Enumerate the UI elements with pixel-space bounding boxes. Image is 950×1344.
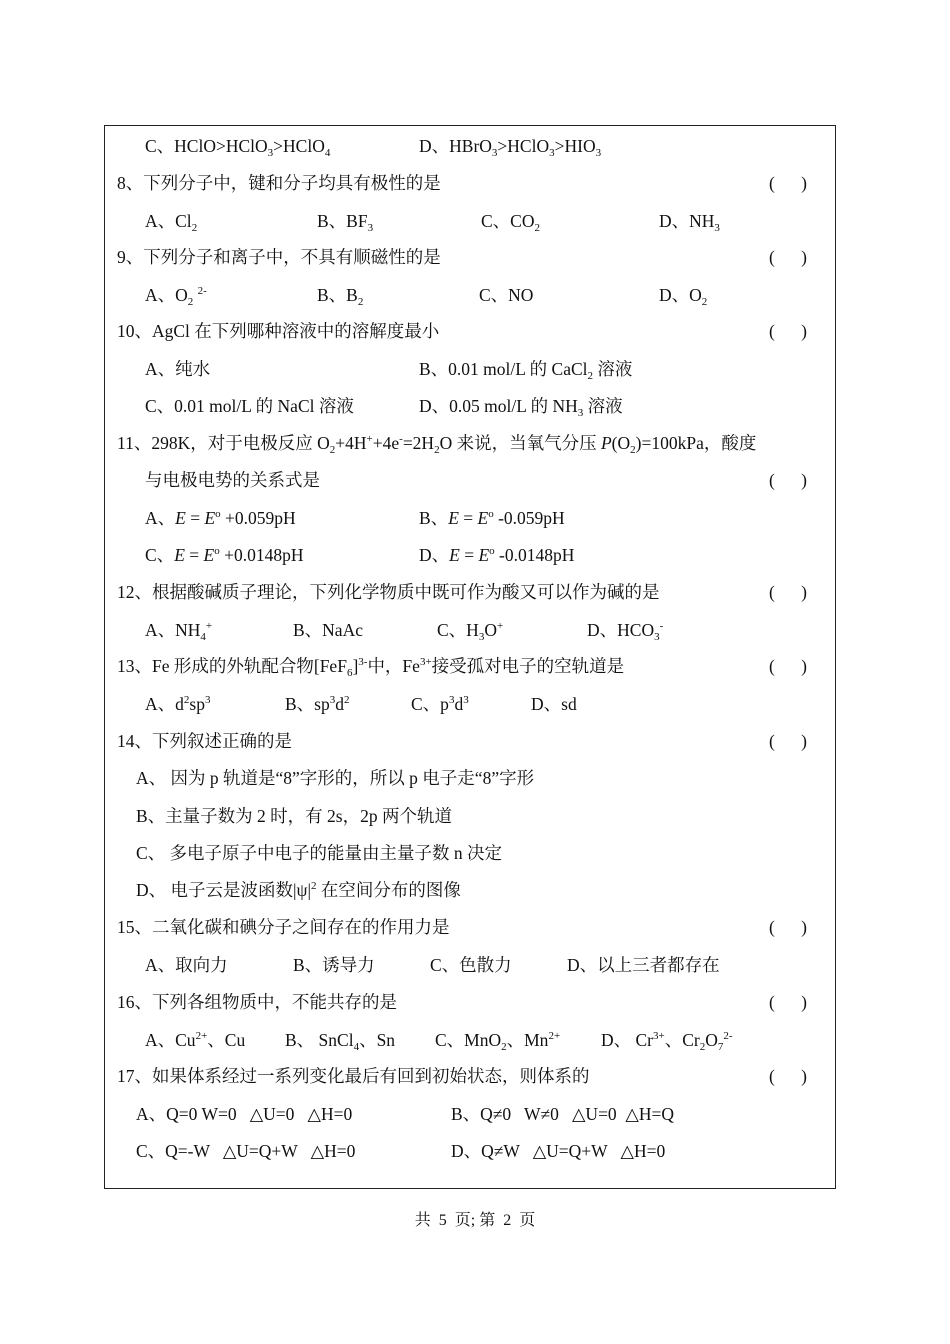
q15-option-c: C、色散力 [430,955,512,975]
q9-option-b: B、$B_2$ [317,285,364,308]
q13-option-b: B、$sp^3d^2$ [285,694,350,714]
q11-option-d: D、$E = E^o$ -0.0148pH [419,545,575,565]
answer-blank: ( ) [769,247,807,267]
q15-option-a: A、取向力 [145,955,228,975]
q17-option-b: B、Q≠0 W≠0 △U=0 △H=Q [451,1104,675,1124]
answer-blank: ( ) [769,173,807,193]
q10-option-b: B、0.01 mol/L 的 CaCl$_2$ 溶液 [419,359,633,382]
q15-option-d: D、以上三者都存在 [567,955,720,975]
answer-blank: ( ) [769,992,807,1012]
q10-option-a: A、纯水 [145,359,211,379]
q17-option-c: C、Q=-W △U=Q+W △H=0 [136,1141,356,1161]
answer-blank: ( ) [769,470,807,490]
q16-option-b: B、 SnCl$_4$、Sn [285,1030,396,1053]
q10-option-d: D、0.05 mol/L 的 $NH_3$ 溶液 [419,396,623,419]
q13-option-d: D、sd [531,694,577,714]
q15-option-b: B、诱导力 [293,955,375,975]
q13-option-a: A、$d^2sp^3$ [145,694,211,714]
q9-option-a: A、$O_2$ $^{2-}$ [145,285,207,308]
q7-option-d: D、$HBrO_3>HClO_3>HIO_3$ [419,136,602,159]
q10-option-c: C、0.01 mol/L 的 NaCl 溶液 [145,396,354,416]
answer-blank: ( ) [769,1066,807,1086]
q13-option-c: C、$p^3d^3$ [411,694,469,714]
q16-option-a: A、$Cu^{2+}$、Cu [145,1030,246,1050]
q12-option-d: D、$HCO_3^-$ [587,620,664,643]
answer-blank: ( ) [769,731,807,751]
page-footer: 共 5 页; 第 2 页 [414,1212,536,1229]
answer-blank: ( ) [769,917,807,937]
q9-option-c: C、NO [479,285,534,305]
q8-option-c: C、$CO_2$ [481,211,540,234]
q11-option-a: A、$E = E^o +0.059pH$ [145,508,296,528]
q9-option-d: D、$O_2$ [659,285,708,308]
q16-option-d: D、 $Cr^{3+}$、$Cr_2O_7^{2-}$ [601,1030,733,1053]
q8-option-b: B、$BF_3$ [317,211,374,234]
q8-option-a: A、$Cl_2$ [145,211,198,234]
q8-option-d: D、$NH_3$ [659,211,720,234]
q12-option-a: A、$NH_4^+$ [145,620,213,643]
q16-option-c: C、MnO$_2$、$Mn^{2+}$ [435,1030,561,1053]
q7-option-c: C、HClO>HClO$_3$>HClO$_4$ [145,136,331,159]
q17-option-a: A、Q=0 W=0 △U=0 △H=0 [136,1104,353,1124]
question-frame: C、HClO>HClO$_3$>HClO$_4$ D、$HBrO_3>HClO_3>HIO_3$ 8、下列分子中，键和分子均具有极性的是 ( ) A、$Cl_2$ B、$BF_3$ C、$CO_2$ D、$NH_3$ 9、下列分子和离子中，不具有顺磁性的是 ( ) A、$O_2$ $^{2-}$ B、$B_2$ C、NO D、$O_2$ 10、AgCl 在下列哪种溶液中的溶解度最小 ( ) A、纯水 B、0.01 mol/L 的 CaCl$_2$ 溶液 C、0.01 mol/L 的 NaCl 溶液 D、0.05 mol/L 的 $NH_3$ 溶液 11、298K，对于电极反应 $O_2+4H^++4e^-=2H_2O$ 来说，当氧气分压 $P(O_2)=100kPa$，酸度 与电极电势的关系式是 ( ) A、$E = E^o +0.059pH$ B、$E = E^o$ -0.059pH C、$E = E^o +0.0148pH$ D、$E = E^o$ -0.0148pH 12、根据酸碱质子理论，下列化学物质中既可作为酸又可以作为碱的是 ( ) A、$NH_4^+$ B、NaAc C、$H_3O^+$ D、$HCO_3^-$ 13、Fe 形成的外轨配合物$[FeF_6]^{3-}$中，$Fe^{3+}$接受孤对电子的空轨道是 ( ) A、$d^2sp^3$ B、$sp^3d^2$ C、$p^3d^3$ D、sd 14、下列叙述正确的是 ( ) A、 因为 p 轨道是“8”字形的，所以 p 电子走“8”字形 B、主量子数为 2 时，有 2s，2p 两个轨道 C、 多电子原子中电子的能量由主量子数 n 决定 D、 电子云是波函数$|\psi|^2$ 在空间分布的图像 15、二氧化碳和碘分子之间存在的作用力是 ( ) A、取向力 B、诱导力 C、色散力 D、以上三者都存在 16、下列各组物质中，不能共存的是 ( ) A、$Cu^{2+}$、Cu B、 SnCl$_4$、Sn C、MnO$_2$、$Mn^{2+}$ D、 $Cr^{3+}$、$Cr_2O_7^{2-}$ 17、如果体系经过一系列变化最后有回到初始状态，则体系的 ( ) A、Q=0 W=0 △U=0 △H=0 B、Q≠0 W≠0 △U=0 △H=Q C、Q=-W △U=Q+W △H=0 D、Q≠W △U=Q+W △H=0 [104,125,836,1189]
q12-option-b: B、NaAc [293,620,363,640]
q17-option-d: D、Q≠W △U=Q+W △H=0 [451,1141,666,1161]
answer-blank: ( ) [769,321,807,341]
q12-option-c: C、$H_3O^+$ [437,620,504,643]
answer-blank: ( ) [769,582,807,602]
answer-blank: ( ) [769,656,807,676]
q11-option-c: C、$E = E^o +0.0148pH$ [145,545,304,565]
q11-option-b: B、$E = E^o$ -0.059pH [419,508,565,528]
